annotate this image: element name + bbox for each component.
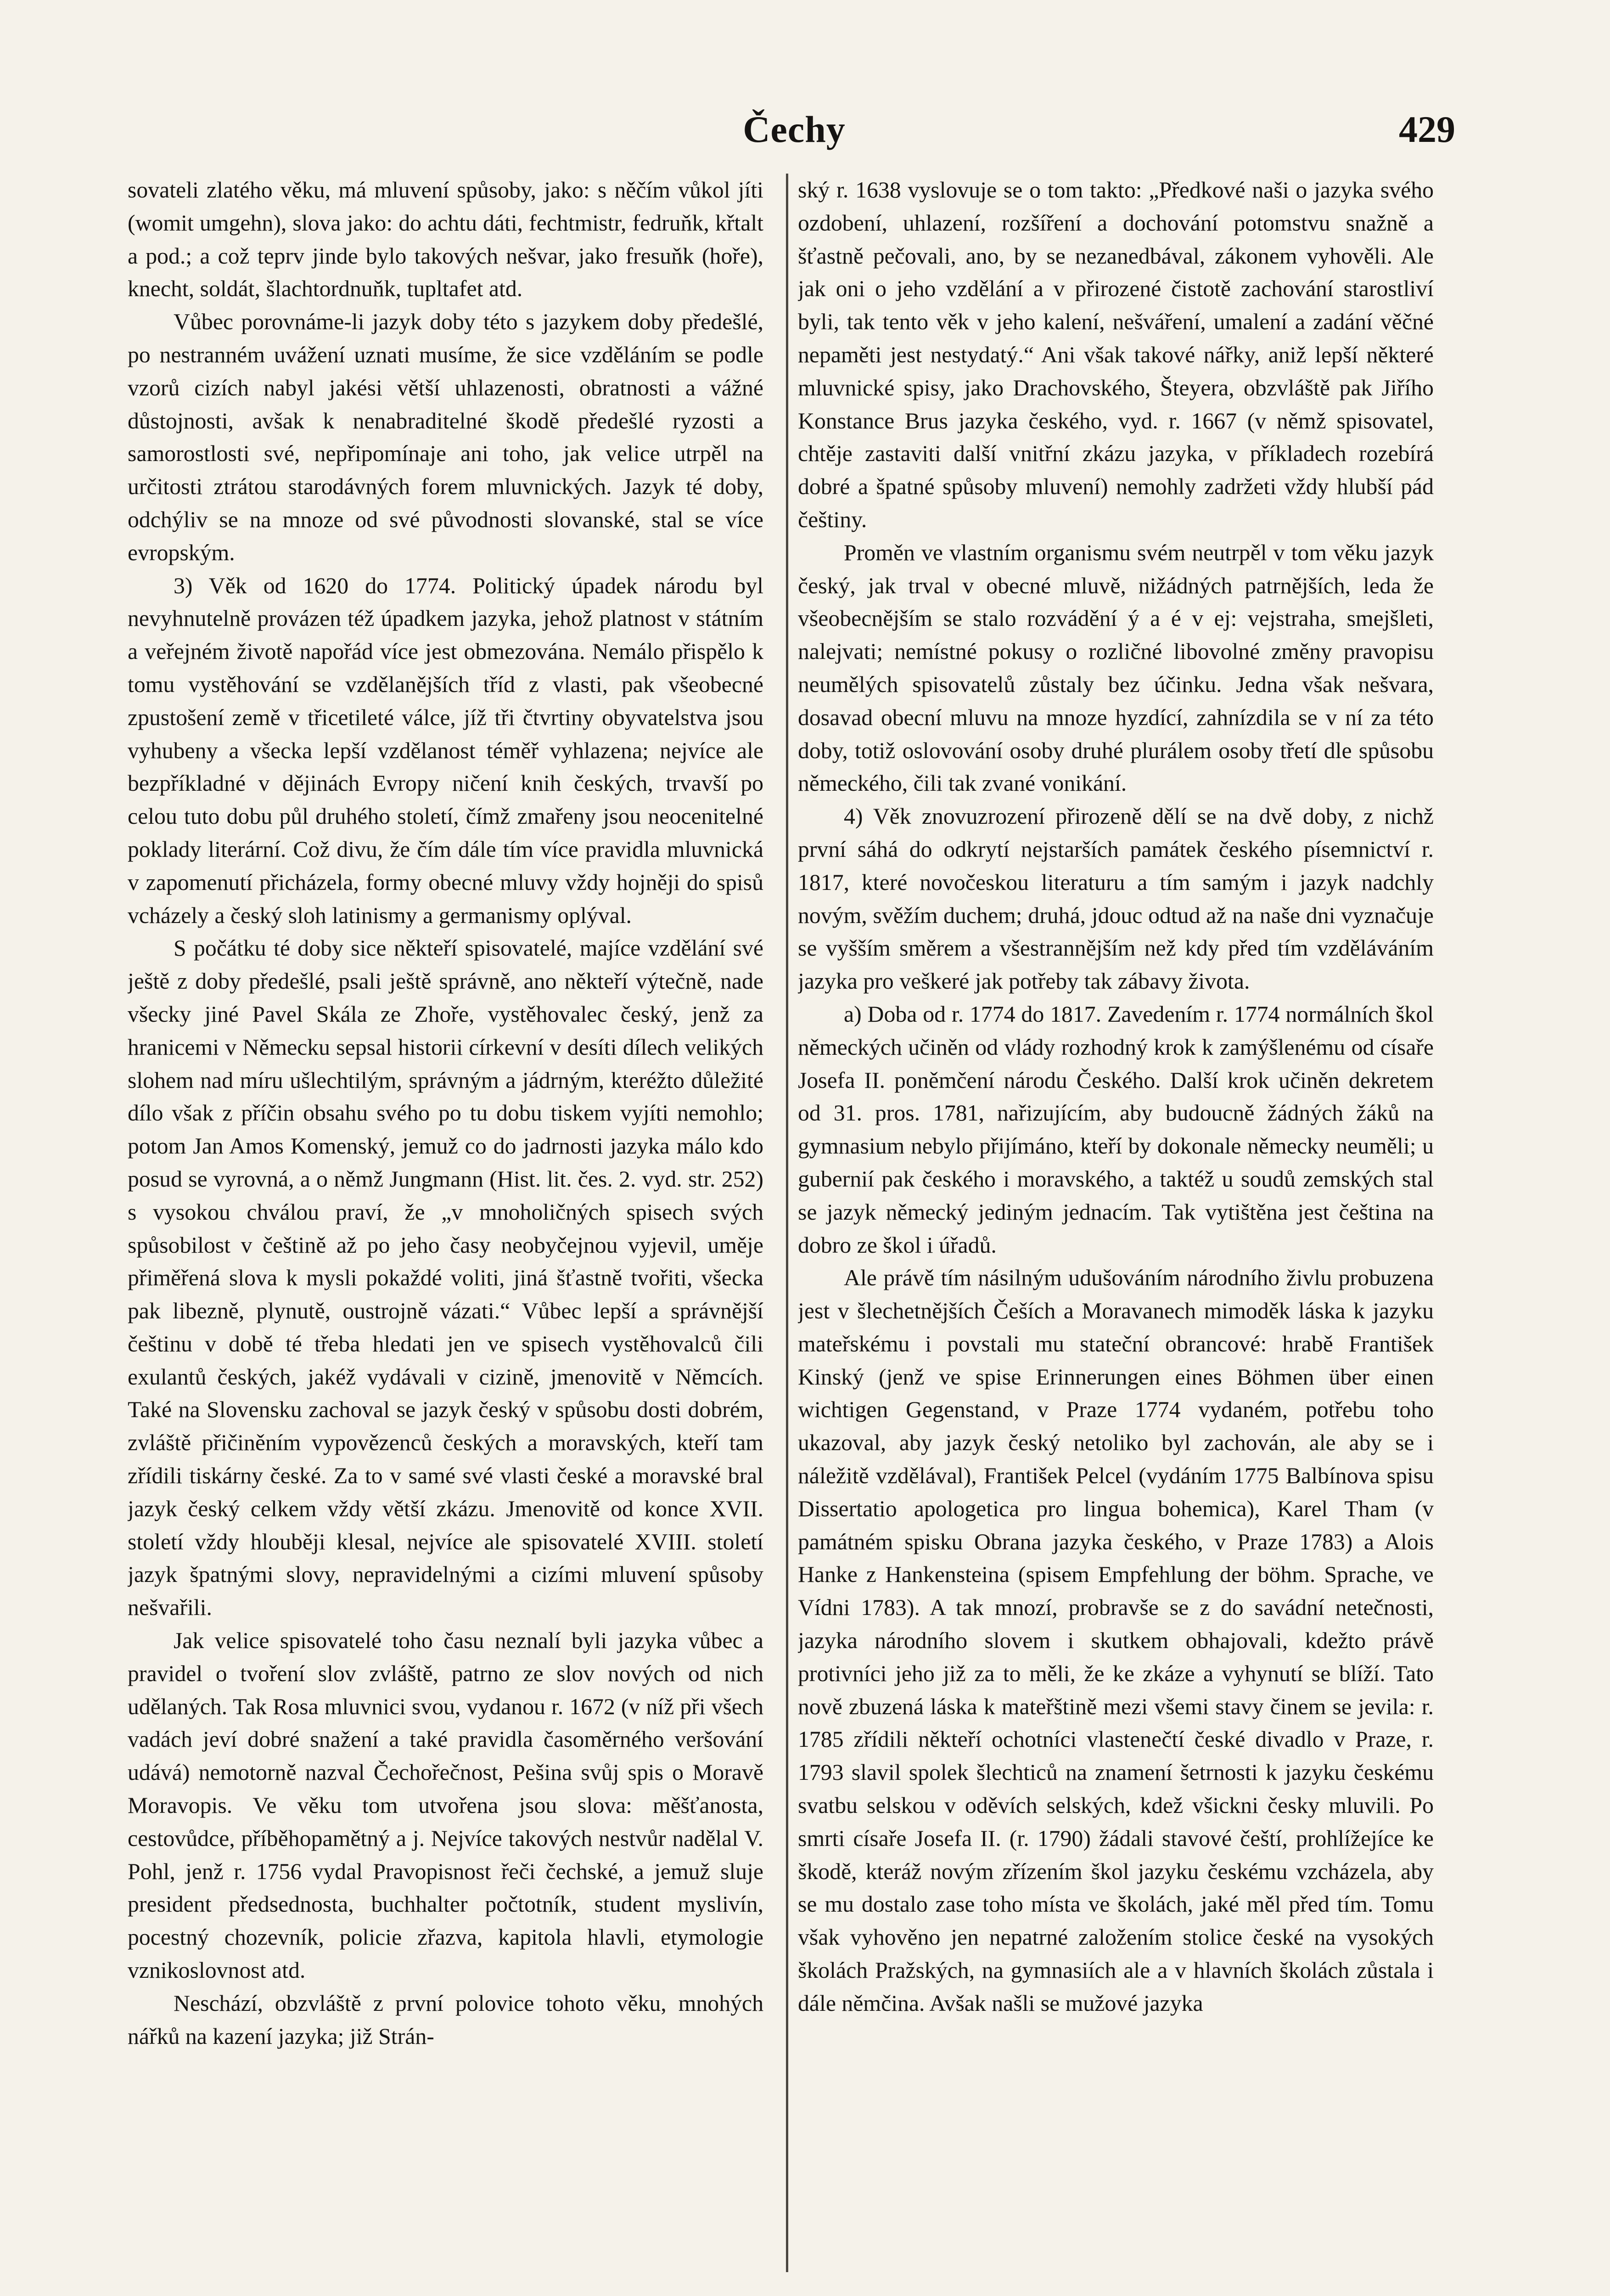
paragraph: ský r. 1638 vyslovuje se o tom takto: „Předkové naši o jazyka svého ozdobení, uhlazení, rozšíření a dochování potomstvu snažně a šťastně pečovali, ano, by se nezanedbával, zákonem vyhověli. Ale jak oni o jeho vzdělání a v přirozené čistotě zachování starostliví byli, tak tento věk v jeho kalení, nešváření, umalení a zadání věčné nepaměti jest nestydatý.“ Ani však takové nářky, aniž lepší některé mluvnické spisy, jako Drachovského, Šteyera, obzvláště pak Jiřího Konstance Brus jazyka českého, vyd. r. 1667 (v němž spisovatel, chtěje zastaviti další vnitřní zkázu jazyka, v příkladech rozebírá dobré a špatné spůsoby mluvení) nemohly zadržeti vždy hlubší pád češtiny. — [798, 177, 1434, 532]
paragraph: 4) Věk znovuzrození přirozeně dělí se na dvě doby, z nichž první sáhá do odkrytí nejstarších památek českého písemnictví r. 1817, které novočeskou literaturu a tím samým i jazyk nadchly novým, svěžím duchem; druhá, jdouc odtud až na naše dni vyznačuje se vyšším směrem a všestrannějším než kdy před tím vzděláváním jazyka pro veškeré jak potřeby tak zábavy života. — [798, 804, 1434, 994]
right-column — [798, 174, 1434, 2272]
paragraph: S počátku té doby sice někteří spisovatelé, majíce vzdělání své ještě z doby předešlé, psali ještě správně, ano někteří výtečně, nade všecky jiné Pavel Skála ze Zhoře, vystěhovalec český, jenž za hranicemi v Německu sepsal historii církevní v desíti dílech velikých slohem nad míru ušlechtilým, správným a jádrným, kteréžto důležité dílo však z příčin obsahu svého po tu dobu tiskem vyjíti nemohlo; potom Jan Amos Komenský, jemuž co do jadrnosti jazyka málo kdo posud se vyrovná, a o němž Jungmann (Hist. lit. čes. 2. vyd. str. 252) s vysokou chválou praví, že „v mnoholičných spisech svých spůsobilost v češtině až po jeho časy neobyčejnou vyjevil, uměje přiměřená slova k mysli pokaždé voliti, jiná šťastně tvořiti, všecka pak libezně, plynutě, oustrojně vázati.“ Vůbec lepší a správnější češtinu v době té třeba hledati jen ve spisech vystěhovalců čili exulantů českých, jakéž vydávali v cizině, jmenovitě v Němcích. Také na Slovensku zachoval se jazyk český v spůsobu dosti dobrém, zvláště přičiněním vypovězenců českých a moravských, kteří tam zřídili tiskárny české. Za to v samé své vlasti české a moravské bral jazyk český celkem vždy větší zkázu. Jmenovitě od konce XVII. století vždy hlouběji klesal, nejvíce ale spisovatelé XVIII. století jazyk špatnými slovy, nepravidelnými a cizími mluvení spůsoby nešvařili. — [128, 935, 763, 1621]
column-divider — [786, 174, 788, 2272]
paragraph: a) Doba od r. 1774 do 1817. Zavedením r. 1774 normálních škol německých učiněn od vlády rozhodný krok k zamýšlenému od císaře Josefa II. poněmčení národu Českého. Další krok učiněn dekretem od 31. pros. 1781, nařizujícím, aby budoucně žádných žáků na gymnasium nebylo přijímáno, kteří by dokonale německy neuměli; u gubernií pak českého i moravského, a taktéž u soudů zemských stal se jazyk německý jediným jednacím. Tak vytištěna jest čeština na dobro ze škol i úřadů. — [798, 1001, 1434, 1258]
paragraph: Neschází, obzvláště z první polovice tohoto věku, mnohých nářků na kazení jazyka; již Strán- — [128, 1990, 763, 2049]
paragraph: Ale právě tím násilným udušováním národního živlu probuzena jest v šlechetnějších Češích a Moravanech mimoděk láska k jazyku mateřskému i povstali mu stateční obrancové: hrabě František Kinský (jenž ve spise Erinnerungen eines Böhmen über einen wichtigen Gegenstand, v Praze 1774 vydaném, potřebu toho ukazoval, aby jazyk český netoliko byl zachován, ale aby se i náležitě vzdělával), František Pelcel (vydáním 1775 Balbínova spisu Dissertatio apologetica pro lingua bohemica), Karel Tham (v památném spisku Obrana jazyka českého, v Praze 1783) a Alois Hanke z Hankensteina (spisem Empfehlung der böhm. Sprache, ve Vídni 1783). A tak mnozí, probravše se z do savádní netečnosti, jazyka národního slovem i skutkem obhajovali, kdežto právě protivníci jeho již za to měli, že ke zkáze a vyhynutí se blíží. Tato nově zbuzená láska k mateřštině mezi všemi stavy činem se jevila: r. 1785 zřídili někteří ochotníci vlastenečtí české divadlo v Praze, r. 1793 slavil spolek šlechticů na znamení šetrnosti k jazyku českému svatbu selskou v oděvích selských, kdež všickni česky mluvili. Po smrti císaře Josefa II. (r. 1790) žádali stavové čeští, prohlížejíce ke škodě, kteráž novým zřízením škol jazyku českému vzcházela, aby se mu dostalo zase toho místa ve školách, jaké měl před tím. Tomu však vyhověno jen nepatrné založením stolice české na vysokých školách Pražských, na gymnasiích ale a v hlavních školách zůstala i dále němčina. Avšak našli se mužové jazyka — [798, 1265, 1434, 2016]
paragraph: Jak velice spisovatelé toho času neznalí byli jazyka vůbec a pravidel o tvoření slov zvláště, patrno ze slov nových od nich udělaných. Tak Rosa mluvnici svou, vydanou r. 1672 (v níž při všech vadách jeví dobré snažení a také pravidla časoměrného veršování udává) nemotorně nazval Čechořečnost, Pešina svůj spis o Moravě Moravopis. Ve věku tom utvořena jsou slova: měšťanosta, cestovůdce, příběhopamětný a j. Nejvíce takových nestvůr nadělal V. Pohl, jenž r. 1756 vydal Pravopisnost řeči čechské, a jemuž sluje president předsednosta, buchhalter počtotník, student myslivín, pocestný chozevník, policie zřazva, kapitola hlavli, etymologie vznikoslovnost atd. — [128, 1628, 763, 1983]
running-title: Čechy — [743, 108, 846, 150]
paragraph: Proměn ve vlastním organismu svém neutrpěl v tom věku jazyk český, jak trval v obecné mluvě, nižádných patrnějších, leda že všeobecnějším se stalo rozvádění ý a é v ej: vejstraha, smejšleti, nalejvati; nemístné pokusy o rozličné libovolné změny pravopisu neumělých spisovatelů zůstaly bez účinku. Jedna však nešvara, dosavad obecní mluvu na mnoze hyzdící, zahnízdila se v ní za této doby, totiž oslovování osoby druhé plurálem osoby třetí dle spůsobu německého, čili tak zvané vonikání. — [798, 540, 1434, 796]
page-header — [133, 90, 1455, 154]
paragraph: Vůbec porovnáme-li jazyk doby této s jazykem doby předešlé, po nestranném uvážení uznati musíme, že sice vzděláním se podle vzorů cizích nabyl jakési větší uhlazenosti, obratnosti a vážné důstojnosti, avšak k nenabraditelné škodě předešlé ryzosti a samorostlosti své, nepřipomínaje ani toho, jak velice utrpěl na určitosti ztrátou starodávných forem mluvnických. Jazyk té doby, odchýliv se na mnoze od své původnosti slovanské, stal se více evropským. — [128, 309, 763, 565]
paragraph: sovateli zlatého věku, má mluvení spůsoby, jako: s něčím vůkol jíti (womit umgehn), slova jako: do achtu dáti, fechtmistr, fedruňk, křtalt a pod.; a což teprv jinde bylo takových nešvar, jako fresuňk (hoře), knecht, soldát, šlachtordnuňk, tupltafet atd. — [128, 177, 763, 302]
left-column — [128, 174, 763, 2272]
paragraph: 3) Věk od 1620 do 1774. Politický úpadek národu byl nevyhnutelně provázen též úpadkem jazyka, jehož platnost v státním a veřejném životě napořád více jest obmezována. Nemálo přispělo k tomu vystěhování se vzdělanějších tříd z vlasti, pak všeobecné zpustošení země v třicetileté válce, jíž tři čtvrtiny obyvatelstva jsou vyhubeny a všecka lepší vzdělanost téměř vyhlazena; nejvíce ale bezpříkladné v dějinách Evropy ničení knih českých, trvavší po celou tuto dobu půl druhého století, čímž zmařeny jsou neocenitelné poklady literární. Což divu, že čím dále tím více pravidla mluvnická v zapomenutí přicházela, formy obecné mluvy vždy hojněji do spisů vcházely a český sloh latinismy a germanismy oplýval. — [128, 573, 763, 928]
page-number: 429 — [1399, 108, 1455, 150]
